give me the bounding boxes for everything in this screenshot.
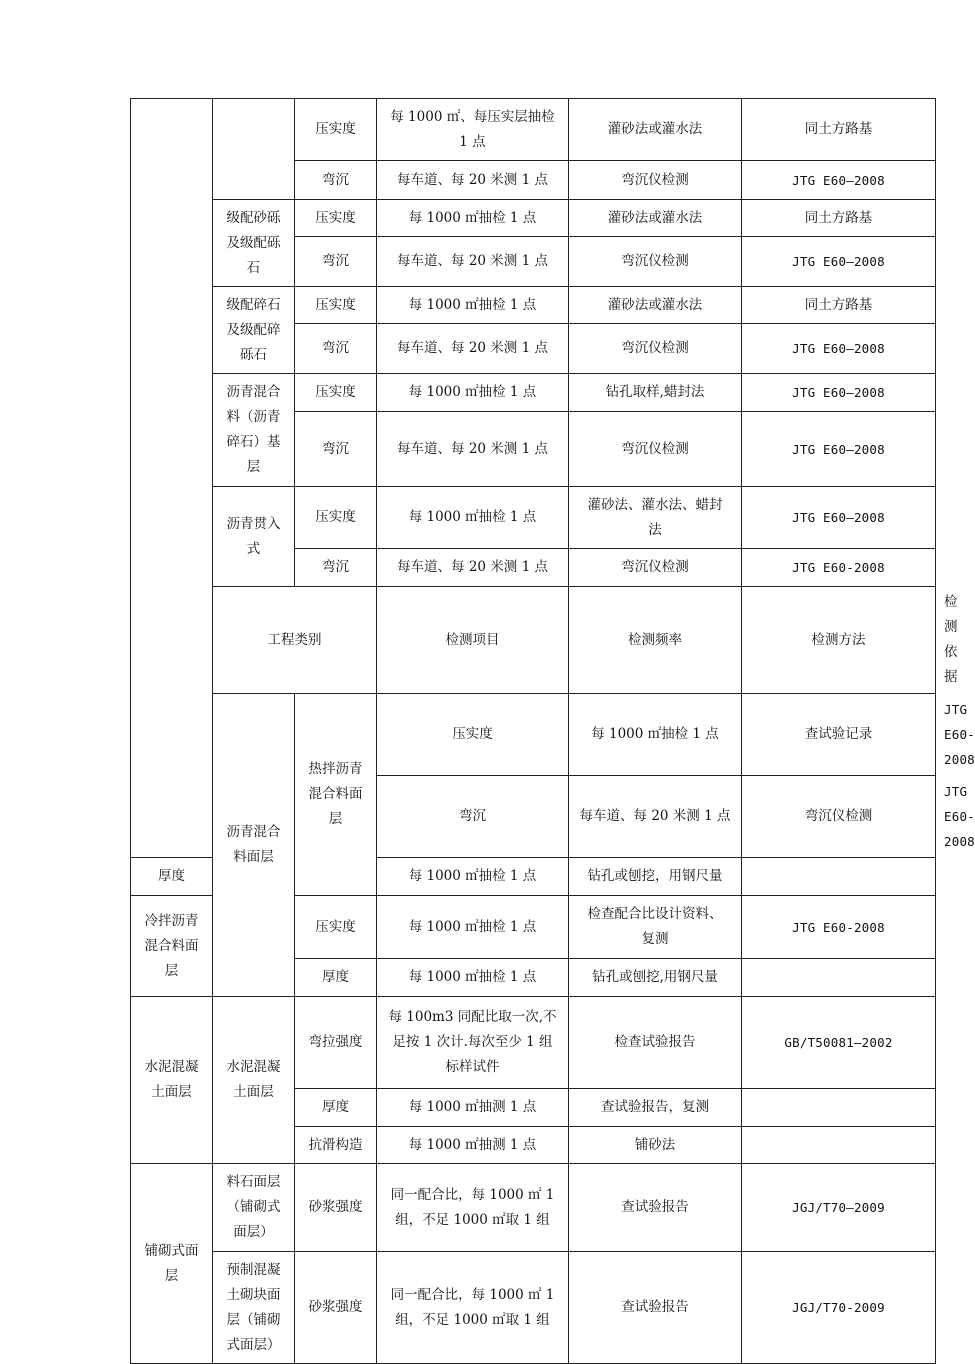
table-cell: 弯沉仪检测 [569, 324, 742, 374]
table-cell [742, 1127, 936, 1164]
table-cell: JTG E60-2008 [742, 896, 936, 959]
table-cell [742, 858, 936, 896]
table-cell: 砂浆强度 [295, 1164, 377, 1252]
table-cell: 每 1000 ㎡抽检 1 点 [569, 694, 742, 776]
table-cell: 每 1000 ㎡抽检 1 点 [377, 287, 569, 324]
table-cell: 同一配合比，每 1000 ㎡ 1 组，不足 1000 ㎡取 1 组 [377, 1252, 569, 1364]
table-cell: 钻孔或刨挖,用钢尺量 [569, 959, 742, 997]
table-row: 工程类别 检测项目 检测频率 检测方法 检测依据 [131, 587, 936, 694]
table-cell: 灌砂法或灌水法 [569, 99, 742, 161]
table-cell: JTG E60—2008 [742, 487, 936, 549]
table-cell: 同土方路基 [742, 99, 936, 161]
table-cell: 弯沉 [295, 412, 377, 487]
table-cell: 同一配合比，每 1000 ㎡ 1 组，不足 1000 ㎡取 1 组 [377, 1164, 569, 1252]
table-cell: 每车道、每 20 米测 1 点 [377, 161, 569, 200]
table-cell: JTG E60—2008 [742, 237, 936, 287]
table-cell: JTG E60-2008 [742, 549, 936, 587]
table-cell: 水泥混凝 土面层 [213, 997, 295, 1164]
table-cell: 压实度 [295, 200, 377, 237]
table-cell: 同土方路基 [742, 287, 936, 324]
table-cell: 级配碎石 及级配碎 砾石 [213, 287, 295, 374]
table-row [131, 997, 936, 1089]
table-cell: 弯沉仪检测 [569, 161, 742, 200]
table-cell: 灌砂法或灌水法 [569, 200, 742, 237]
table-cell: 每 1000 ㎡抽检 1 点 [377, 374, 569, 412]
table-cell: JGJ/T70—2009 [742, 1164, 936, 1252]
table-cell: 弯沉 [295, 549, 377, 587]
table-cell [131, 99, 213, 858]
table-row [131, 487, 936, 549]
table-cell: 压实度 [295, 287, 377, 324]
table-cell: 同土方路基 [742, 200, 936, 237]
table-row [131, 200, 936, 237]
table-cell: 沥青混合 料（沥青 碎石）基 层 [213, 374, 295, 487]
table-cell: 抗滑构造 [295, 1127, 377, 1164]
table-cell: JTG E60—2008 [742, 161, 936, 200]
table-cell [742, 959, 936, 997]
table-cell: GB/T50081—2002 [742, 997, 936, 1089]
table-cell: 检查配合比设计资料、 复测 [569, 896, 742, 959]
table-cell [742, 1089, 936, 1127]
table-cell: 检测项目 [377, 587, 569, 694]
table-cell: 每 1000 ㎡抽检 1 点 [377, 896, 569, 959]
table-cell: 热拌沥青 混合料面 层 [295, 694, 377, 896]
table-cell: 每 1000 ㎡抽检 1 点 [377, 959, 569, 997]
table-cell: 钻孔取样,蜡封法 [569, 374, 742, 412]
table-cell: 压实度 [295, 99, 377, 161]
table-cell: 弯沉仪检测 [742, 776, 936, 858]
table-cell: 级配砂砾 及级配砾 石 [213, 200, 295, 287]
table-cell: 每车道、每 20 米测 1 点 [377, 237, 569, 287]
table-row: 沥青混合 料面层 热拌沥青 混合料面 层 压实度 每 1000 ㎡抽检 1 点 查试验记录 JTG E60-2008 [131, 694, 936, 776]
table-cell: 铺砂法 [569, 1127, 742, 1164]
table-cell: JTG E60—2008 [742, 324, 936, 374]
table-row [131, 1164, 936, 1252]
table-cell: 每 100m3 同配比取一次,不 足按 1 次计.每次至少 1 组 标样试件 [377, 997, 569, 1089]
table-cell: 铺砌式面 层 [131, 1164, 213, 1364]
inspection-table [130, 98, 975, 1364]
table-cell: 查试验报告，复测 [569, 1089, 742, 1127]
table-cell: 每车道、每 20 米测 1 点 [377, 412, 569, 487]
table-cell: 厚度 [295, 1089, 377, 1127]
table-cell: 弯沉仪检测 [569, 412, 742, 487]
table-cell: 预制混凝 土砌块面 层（铺砌 式面层） [213, 1252, 295, 1364]
table-cell: 水泥混凝 土面层 [131, 997, 213, 1164]
table-cell: 每车道、每 20 米测 1 点 [377, 324, 569, 374]
table-cell: 每 1000 ㎡抽检 1 点 [377, 858, 569, 896]
table-cell: 检查试验报告 [569, 997, 742, 1089]
table-cell: 压实度 [295, 487, 377, 549]
table-cell: 钻孔或刨挖，用钢尺量 [569, 858, 742, 896]
table-cell: 压实度 [295, 896, 377, 959]
table-cell: 每 1000 ㎡抽检 1 点 [377, 200, 569, 237]
table-cell: 厚度 [295, 959, 377, 997]
table-cell [213, 99, 295, 200]
table-cell: 每 1000 ㎡抽测 1 点 [377, 1127, 569, 1164]
table-cell: 沥青混合 料面层 [213, 694, 295, 997]
table-cell: 每 1000 ㎡抽检 1 点 [377, 487, 569, 549]
table-cell: 检测频率 [569, 587, 742, 694]
table-cell: 弯沉 [295, 324, 377, 374]
table-cell: 工程类别 [213, 587, 377, 694]
table-cell: 每 1000 ㎡抽测 1 点 [377, 1089, 569, 1127]
table-cell: 沥青贯入 式 [213, 487, 295, 587]
table-cell: JTG E60—2008 [742, 412, 936, 487]
table-cell: 料石面层 （铺砌式 面层） [213, 1164, 295, 1252]
table-cell: 查试验记录 [742, 694, 936, 776]
table-cell: 弯沉 [295, 237, 377, 287]
table-cell: 弯沉仪检测 [569, 237, 742, 287]
table-cell: 每车道、每 20 米测 1 点 [377, 549, 569, 587]
table-cell: 砂浆强度 [295, 1252, 377, 1364]
table-cell: 厚度 [131, 858, 213, 896]
table-row [131, 287, 936, 324]
table-cell: 压实度 [295, 374, 377, 412]
table-cell: JTG E60—2008 [742, 374, 936, 412]
table-cell: 弯沉 [377, 776, 569, 858]
table-cell: 灌砂法或灌水法 [569, 287, 742, 324]
table-cell: 弯拉强度 [295, 997, 377, 1089]
table-row [131, 1252, 936, 1364]
table-cell: 灌砂法、灌水法、蜡封 法 [569, 487, 742, 549]
table-cell: 查试验报告 [569, 1252, 742, 1364]
table-cell: 每 1000 ㎡、每压实层抽检 1 点 [377, 99, 569, 161]
table-row: 弯沉 每车道、每 20 米测 1 点 弯沉仪检测 JTG E60-2008 [131, 776, 936, 858]
table-body [131, 99, 975, 1364]
table-row [131, 374, 936, 412]
table-cell: 弯沉 [295, 161, 377, 200]
table-cell: 压实度 [377, 694, 569, 776]
table-cell: JGJ/T70-2009 [742, 1252, 936, 1364]
table-cell: 查试验报告 [569, 1164, 742, 1252]
table-row [131, 99, 936, 161]
table-cell: 检测方法 [742, 587, 936, 694]
table-cell: 冷拌沥青 混合料面 层 [131, 896, 213, 997]
table-cell: 每车道、每 20 米测 1 点 [569, 776, 742, 858]
table-cell: 弯沉仪检测 [569, 549, 742, 587]
